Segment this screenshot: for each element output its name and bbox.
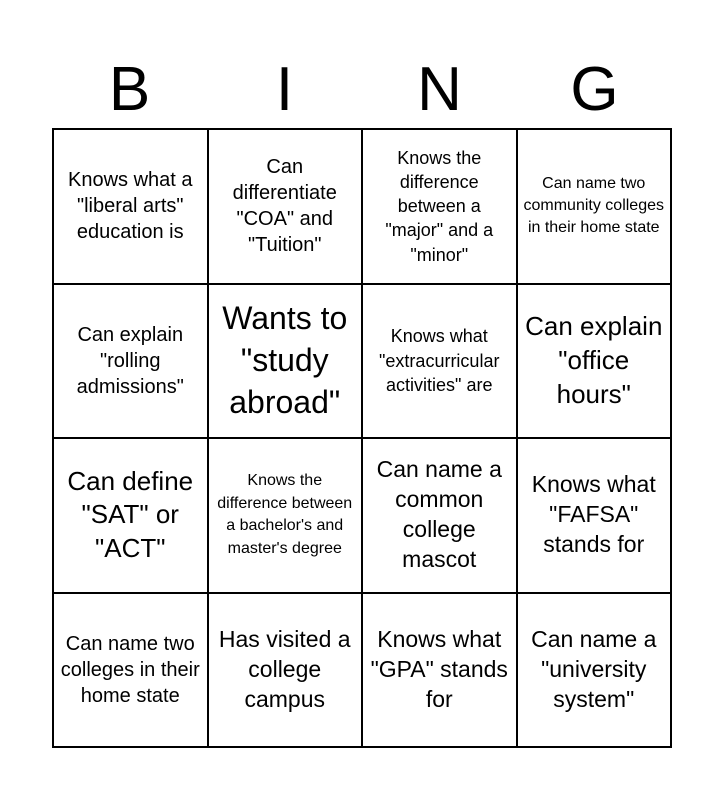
bingo-cell-11[interactable] [363,439,518,594]
cell-text: Knows what "extracurricular activities" are [379,326,500,395]
bingo-cell-4[interactable] [518,130,673,285]
bingo-cell-10[interactable] [209,439,364,594]
bingo-cell-6[interactable] [209,285,364,440]
header-letter-i: I [275,55,294,124]
bingo-cell-16[interactable] [518,594,673,749]
bingo-cell-2[interactable] [209,130,364,285]
cell-text: Knows the difference between a bachelor's and master's degree [217,472,353,557]
cell-text: Knows what "GPA" stands for [370,625,508,712]
cell-text: Can name a common college mascot [376,456,502,573]
bingo-cell-15[interactable] [363,594,518,749]
cell-text: Knows what "FAFSA" stands for [531,471,656,558]
bingo-cell-9[interactable] [54,439,209,594]
cell-text: Can name a "university system" [531,625,657,712]
bingo-board [52,128,672,748]
bingo-cell-13[interactable] [54,594,209,749]
bingo-header [52,52,672,128]
bingo-cell-5[interactable] [54,285,209,440]
bingo-cell-8[interactable] [518,285,673,440]
cell-text: Wants to "study abroad" [222,300,348,420]
bingo-cell-1[interactable] [54,130,209,285]
cell-text: Can explain "rolling admissions" [76,323,184,398]
cell-text: Knows the difference between a "major" and a "minor" [385,147,494,265]
bingo-cell-3[interactable] [363,130,518,285]
cell-text: Knows what a "liberal arts" education is [67,169,193,244]
header-letter-n: N [417,55,462,124]
cell-text: Can name two colleges in their home state [60,632,200,707]
cell-text: Can differentiate "COA" and "Tuition" [232,156,337,257]
cell-text: Can explain "office hours" [525,311,663,409]
bingo-cell-14[interactable] [209,594,364,749]
header-letter-g: G [570,55,619,124]
cell-text: Can define "SAT" or "ACT" [67,465,194,564]
cell-text: Has visited a college campus [218,625,351,712]
header-letter-b: B [108,55,151,124]
bingo-cell-7[interactable] [363,285,518,440]
cell-text: Can name two community colleges in their home state [523,174,664,237]
bingo-cell-12[interactable] [518,439,673,594]
